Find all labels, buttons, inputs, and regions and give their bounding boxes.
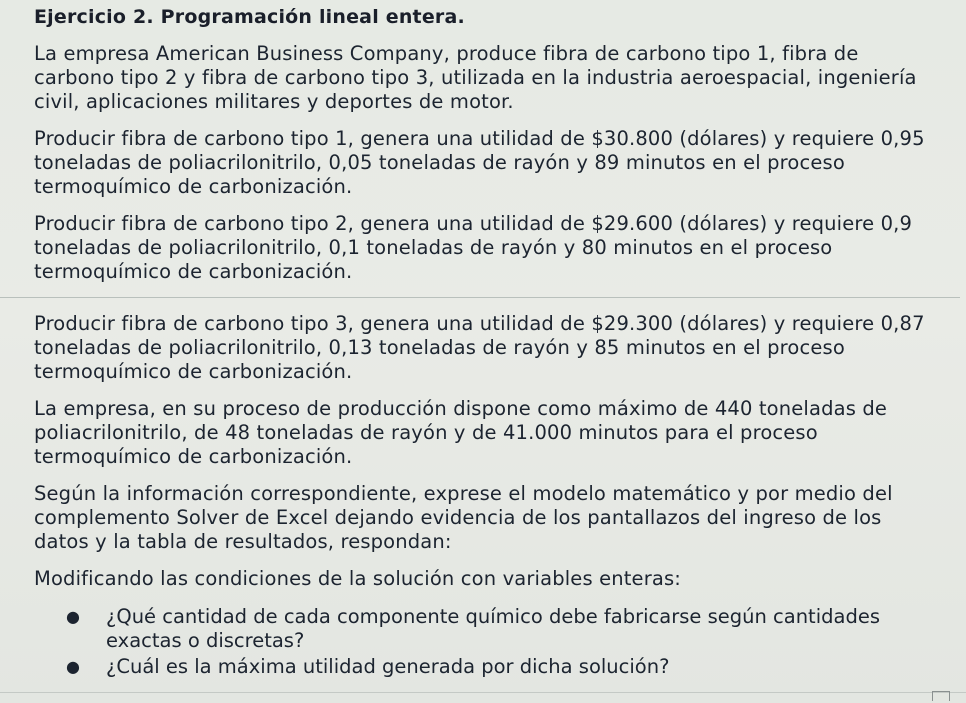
question-list (34, 605, 926, 679)
capacity-paragraph: La empresa, en su proceso de producción dispone como máximo de 440 toneladas de poliacrilonitrilo, de 48 toneladas de rayón y de 41.000 minutos para el proceso termoquímico de carbonización. (34, 397, 888, 468)
exercise-title: Ejercicio 2. Programación lineal entera. (34, 6, 465, 28)
bullet-icon: ● (66, 607, 80, 626)
question-text: ¿Cuál es la máxima utilidad generada por dicha solución? (106, 655, 670, 678)
list-item (66, 655, 926, 679)
type2-paragraph: Producir fibra de carbono tipo 2, genera una utilidad de $29.600 (dólares) y requiere 0,9 toneladas de poliacrilonitrilo, 0,1 toneladas de rayón y 80 minutos en el proceso termoquímico de carbonización. (34, 212, 913, 283)
page-divider (0, 297, 960, 298)
intro-paragraph: La empresa American Business Company, produce fibra de carbono tipo 1, fibra de carbono tipo 2 y fibra de carbono tipo 3, utilizada en la industria aeroespacial, ingeniería civil, aplicaciones militares y deportes de motor. (34, 42, 917, 113)
question-text: ¿Qué cantidad de cada componente químico debe fabricarse según cantidades exactas o discretas? (106, 605, 880, 652)
type1-paragraph: Producir fibra de carbono tipo 1, genera una utilidad de $30.800 (dólares) y requiere 0,95 toneladas de poliacrilonitrilo, 0,05 toneladas de rayón y 89 minutos en el proceso termoquímico de carbonización. (34, 127, 925, 198)
list-item (66, 605, 926, 653)
instructions-paragraph: Según la información correspondiente, exprese el modelo matemático y por medio del complemento Solver de Excel dejando evidencia de los pantallazos del ingreso de los datos y la tabla de resultados, respondan: (34, 482, 893, 553)
question-intro: Modificando las condiciones de la solución con variables enteras: (34, 567, 681, 590)
bottom-divider (0, 692, 966, 693)
page-corner-icon (932, 691, 950, 701)
type3-paragraph: Producir fibra de carbono tipo 3, genera una utilidad de $29.300 (dólares) y requiere 0,87 toneladas de poliacrilonitrilo, 0,13 toneladas de rayón y 85 minutos en el proceso termoquímico de carbonización. (34, 312, 925, 383)
bullet-icon: ● (66, 657, 80, 676)
